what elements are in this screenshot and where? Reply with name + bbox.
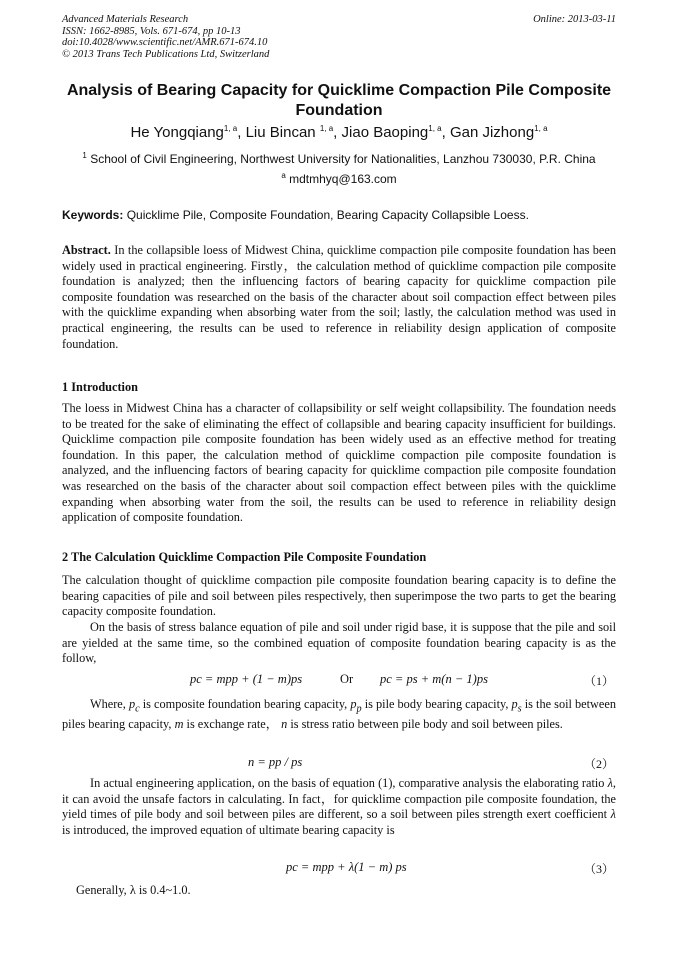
- doi-line: doi:10.4028/www.scientific.net/AMR.671-674.10: [62, 37, 268, 48]
- keywords-text: Quicklime Pile, Composite Foundation, Bearing Capacity Collapsible Loess.: [126, 208, 529, 222]
- abstract-label: Abstract.: [62, 243, 111, 257]
- paragraph: The calculation thought of quicklime compaction pile composite foundation bearing capacity is to define the bearing capacities of pile and soil between piles respectively, then superimpose the two parts to get the bearing capacity composite foundation.: [62, 573, 616, 619]
- equation-1-left: pc = mpp + (1 − m)ps: [190, 672, 303, 686]
- email-sup: a: [281, 171, 286, 180]
- text: In actual engineering application, on the basis of equation (1), comparative analysis the elaborating ratio: [90, 776, 605, 790]
- intro-paragraph: The loess in Midwest China has a character of collapsibility or self weight collapsibility. The foundation needs to be treated for the sake of eliminating the effect of collapsible and bearing capacity insufficient for buildings. Quicklime compaction pile composite foundation has been widely used as an effective method for treating foundation. In this paper, the calculation method of quicklime compaction pile composite foundation is analyzed, and the influencing factors of bearing capacity for quicklime compaction pile composite foundation was researched on the basis of the character about soil compaction effect between piles with the quicklime expanding when absorbing water from the soil, the results can be used to reference in reliability design application of composite foundation.: [62, 401, 616, 525]
- text: Where,: [90, 697, 126, 711]
- text: is composite foundation bearing capacity,: [142, 697, 348, 711]
- paragraph: Generally, λ is 0.4~1.0.: [76, 883, 191, 897]
- abstract: [62, 243, 616, 352]
- equation-number: （3）: [583, 862, 614, 876]
- author-name: Jiao Baoping: [341, 124, 429, 141]
- var-m: m: [174, 717, 184, 732]
- equation-2: n = pp / ps: [248, 755, 303, 769]
- paper-title: Analysis of Bearing Capacity for Quicklime Compaction Pile Composite Foundation: [66, 82, 612, 119]
- var-lambda: λ: [610, 807, 616, 822]
- paragraph: On the basis of stress balance equation of pile and soil under rigid base, it is suppose that the pile and soil are yielded at the same time, so the combined equation of composite foundation bearing capacity is as the follow,: [62, 620, 616, 666]
- journal-header: [62, 14, 616, 60]
- section-heading: 2 The Calculation Quicklime Compaction Pile Composite Foundation: [62, 550, 427, 564]
- var-lambda: λ: [607, 776, 613, 790]
- text: is introduced, the improved equation of ultimate bearing capacity is: [62, 822, 395, 837]
- equation-number: （2）: [583, 757, 614, 771]
- online-date: Online: 2013-03-11: [533, 14, 616, 25]
- author-sup: 1, a: [534, 124, 548, 133]
- text: is exchange rate，: [186, 717, 279, 732]
- author-name: Liu Bincan: [245, 124, 316, 141]
- author-list: He Yongqiang$^{1, a}$, Liu Bincan $^{1, a}$, Jiao Baoping$^{1, a}$, Gan Jizhong$^{1, a}$: [130, 124, 548, 141]
- keywords: [62, 208, 616, 222]
- equation-3: pc = mpp + λ(1 − m) ps: [286, 860, 407, 874]
- affiliation-text: School of Civil Engineering, Northwest University for Nationalities, Lanzhou 730030, P.R. China: [90, 152, 596, 166]
- where-paragraph: Where, $p_c$ is composite foundation bearing capacity, $p_p$ is pile body bearing capacity, $p_s$ is the soil between piles bearing capacity, m is exchange rate， n is stress ratio between pile body and soil between piles.: [62, 697, 616, 732]
- author-sup: 1, a: [223, 124, 238, 133]
- author-sup: 1, a: [319, 124, 334, 133]
- abstract-text: In the collapsible loess of Midwest China, quicklime compaction pile composite foundation has been widely used in practical engineering. Firstly，the calculation method of quicklime compaction pile composite foundation is analyzed; then the influencing factors of bearing capacity for quicklime compaction pile composite foundation was researched on the basis of the character about soil compaction effect between piles with the quicklime expanding when absorbing water from the soil; lastly, the calculation method was used in practical engineering, the results can be used to reference in reliability design application of composite foundation.: [62, 243, 616, 351]
- text: is pile body bearing capacity,: [364, 697, 509, 711]
- author-name: Gan Jizhong: [449, 124, 535, 141]
- text: is stress ratio between pile body and soil between piles.: [290, 717, 563, 732]
- equation-number: （1）: [583, 674, 614, 688]
- email-line: [62, 172, 616, 186]
- author-sup: 1, a: [428, 124, 442, 133]
- var-n: n: [281, 717, 288, 732]
- equation-or: Or: [340, 672, 354, 686]
- email-address[interactable]: mdtmhyq@163.com: [289, 172, 397, 186]
- equation-1-right: pc = ps + m(n − 1)ps: [380, 672, 488, 686]
- text: is the soil between piles bearing capacity,: [62, 697, 616, 732]
- issn-line: ISSN: 1662-8985, Vols. 671-674, pp 10-13: [62, 25, 241, 37]
- copyright-line: © 2013 Trans Tech Publications Ltd, Switzerland: [62, 48, 270, 60]
- author-name: He Yongqiang: [130, 124, 224, 141]
- keywords-label: Keywords:: [62, 208, 124, 222]
- text: , it can avoid the unsafe factors in calculating. In fact，for quicklime compaction pile composite foundation, the yield times of pile body and soil between piles are different, so a soil between piles strength exert coefficient: [62, 776, 616, 822]
- affiliation: [62, 152, 616, 166]
- journal-name: Advanced Materials Research: [62, 14, 189, 25]
- affiliation-sup: 1: [82, 151, 87, 160]
- section-heading: 1 Introduction: [62, 380, 138, 394]
- paragraph: [62, 776, 616, 838]
